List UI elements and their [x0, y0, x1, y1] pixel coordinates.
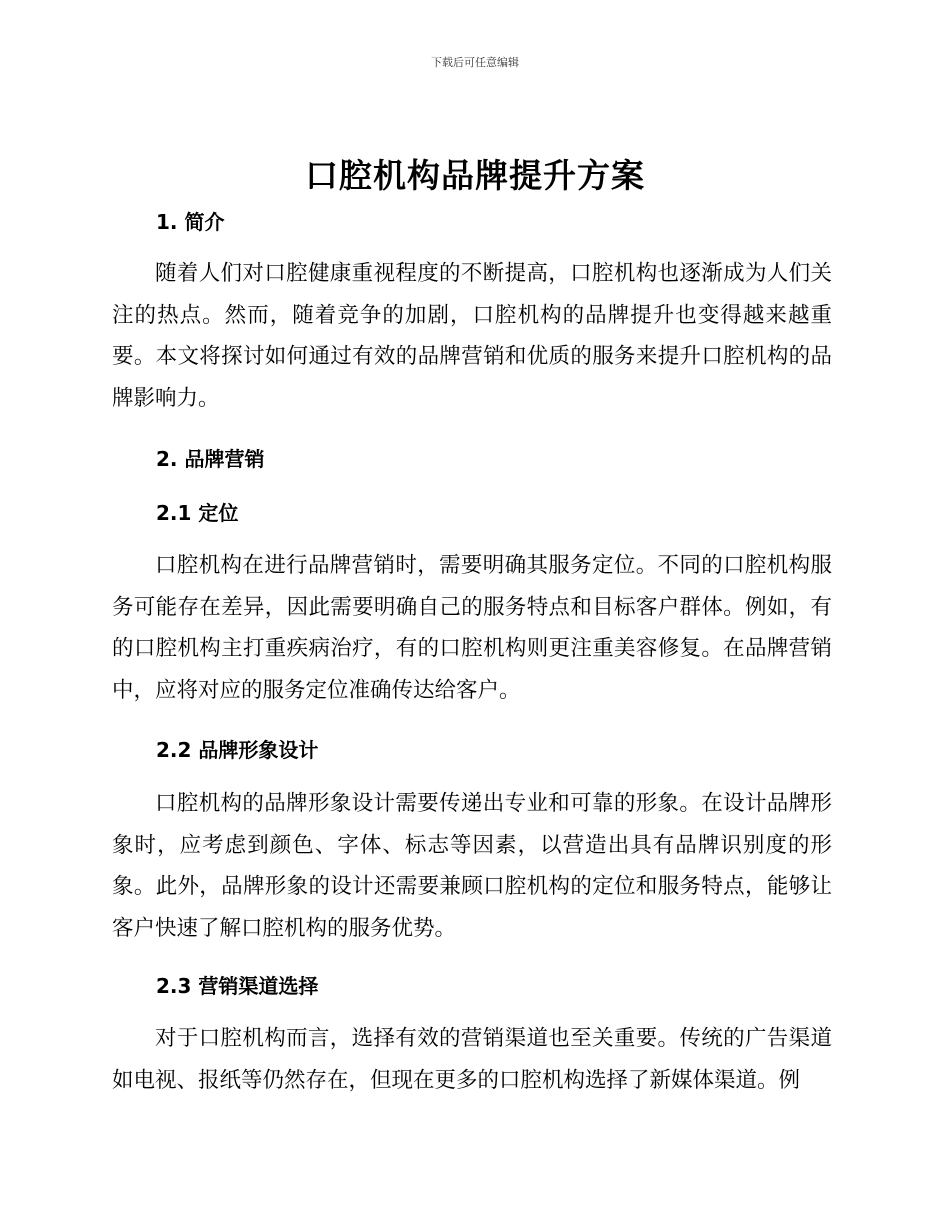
section-heading-marketing: 2. 品牌营销 — [156, 447, 265, 471]
section-heading-intro: 1. 简介 — [156, 210, 225, 234]
paragraph-intro: 随着人们对口腔健康重视程度的不断提高，口腔机构也逐渐成为人们关注的热点。然而，随着竞争的加剧，口腔机构的品牌提升也变得越来越重要。本文将探讨如何通过有效的品牌营销和优质的服务来提升口腔机构的品牌影响力。 — [112, 261, 832, 411]
paragraph-channel: 对于口腔机构而言，选择有效的营销渠道也至关重要。传统的广告渠道如电视、报纸等仍然存在，但现在更多的口腔机构选择了新媒体渠道。例 — [112, 1026, 832, 1093]
subsection-heading-channel: 2.3 营销渠道选择 — [156, 974, 319, 998]
subsection-heading-image-design: 2.2 品牌形象设计 — [156, 738, 319, 762]
paragraph-positioning: 口腔机构在进行品牌营销时，需要明确其服务定位。不同的口腔机构服务可能存在差异，因此需要明确自己的服务特点和目标客户群体。例如，有的口腔机构主打重疾病治疗，有的口腔机构则更注重美容修复。在品牌营销中，应将对应的服务定位准确传达给客户。 — [112, 553, 832, 703]
paragraph-image-design: 口腔机构的品牌形象设计需要传递出专业和可靠的形象。在设计品牌形象时，应考虑到颜色、字体、标志等因素，以营造出具有品牌识别度的形象。此外，品牌形象的设计还需要兼顾口腔机构的定位和服务特点，能够让客户快速了解口腔机构的服务优势。 — [112, 791, 832, 941]
subsection-heading-positioning: 2.1 定位 — [156, 501, 239, 525]
document-title: 口腔机构品牌提升方案 — [305, 156, 645, 195]
page-header: 下载后可任意编辑 — [431, 56, 519, 69]
